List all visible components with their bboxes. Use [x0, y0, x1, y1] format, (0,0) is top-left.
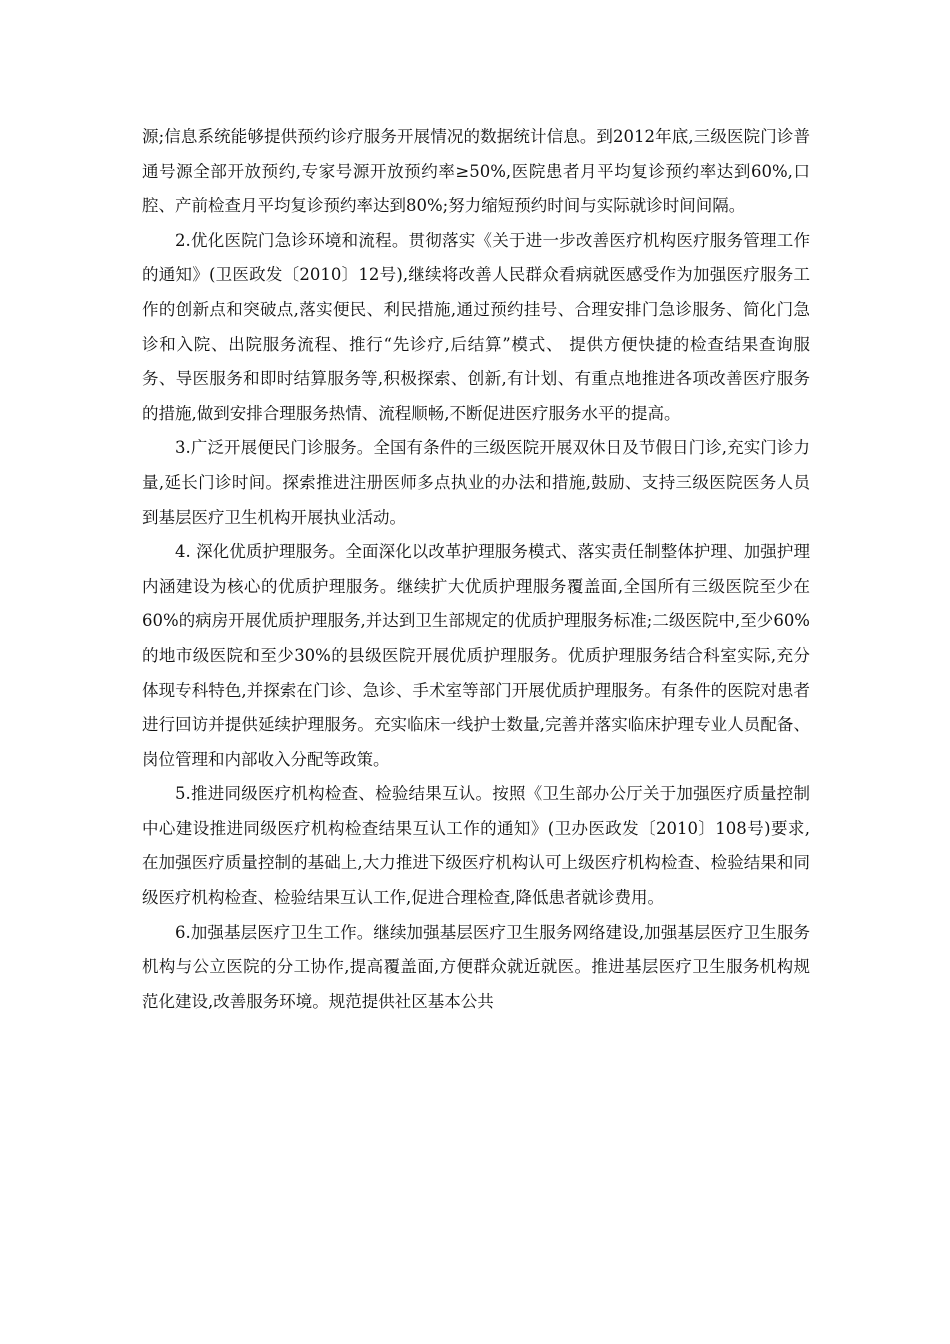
paragraph-item-3: 3.广泛开展便民门诊服务。全国有条件的三级医院开展双休日及节假日门诊,充实门诊力量,延长门诊时间。探索推进注册医师多点执业的办法和措施,鼓励、支持三级医院医务人员到基层医疗卫生机构开展执业活动。 [142, 438, 810, 527]
paragraph-item-2: 2.优化医院门急诊环境和流程。贯彻落实《关于进一步改善医疗机构医疗服务管理工作的通知》(卫医政发〔2010〕12号),继续将改善人民群众看病就医感受作为加强医疗服务工作的创新点和突破点,落实便民、利民措施,通过预约挂号、合理安排门急诊服务、简化门急诊和入院、出院服务流程、推行“先诊疗,后结算”模式、 提供方便快捷的检查结果查询服务、导医服务和即时结算服务等,积极探索、创新,有计划、有重点地推进各项改善医疗服务的措施,做到安排合理服务热情、流程顺畅,不断促进医疗服务水平的提高。 [142, 230, 810, 423]
paragraph-item-5: 5.推进同级医疗机构检查、检验结果互认。按照《卫生部办公厅关于加强医疗质量控制中心建设推进同级医疗机构检查结果互认工作的通知》(卫办医政发〔2010〕108号)要求,在加强医疗质量控制的基础上,大力推进下级医疗机构认可上级医疗机构检查、检验结果和同级医疗机构检查、检验结果互认工作,促进合理检查,降低患者就诊费用。 [142, 784, 810, 908]
paragraph-item-6: 6.加强基层医疗卫生工作。继续加强基层医疗卫生服务网络建设,加强基层医疗卫生服务机构与公立医院的分工协作,提高覆盖面,方便群众就近就医。推进基层医疗卫生服务机构规范化建设,改善服务环境。规范提供社区基本公共 [142, 922, 810, 1011]
document-body [142, 120, 810, 1019]
paragraph-item-4: 4. 深化优质护理服务。全面深化以改革护理服务模式、落实责任制整体护理、加强护理内涵建设为核心的优质护理服务。继续扩大优质护理服务覆盖面,全国所有三级医院至少在60%的病房开展优质护理服务,并达到卫生部规定的优质护理服务标准;二级医院中,至少60%的地市级医院和至少30%的县级医院开展优质护理服务。优质护理服务结合科室实际,充分体现专科特色,并探索在门诊、急诊、手术室等部门开展优质护理服务。有条件的医院对患者进行回访并提供延续护理服务。充实临床一线护士数量,完善并落实临床护理专业人员配备、岗位管理和内部收入分配等政策。 [142, 542, 810, 769]
paragraph-continued: 源;信息系统能够提供预约诊疗服务开展情况的数据统计信息。到2012年底,三级医院门诊普通号源全部开放预约,专家号源开放预约率≥50%,医院患者月平均复诊预约率达到60%,口腔、产前检查月平均复诊预约率达到80%;努力缩短预约时间与实际就诊时间间隔。 [142, 127, 810, 216]
